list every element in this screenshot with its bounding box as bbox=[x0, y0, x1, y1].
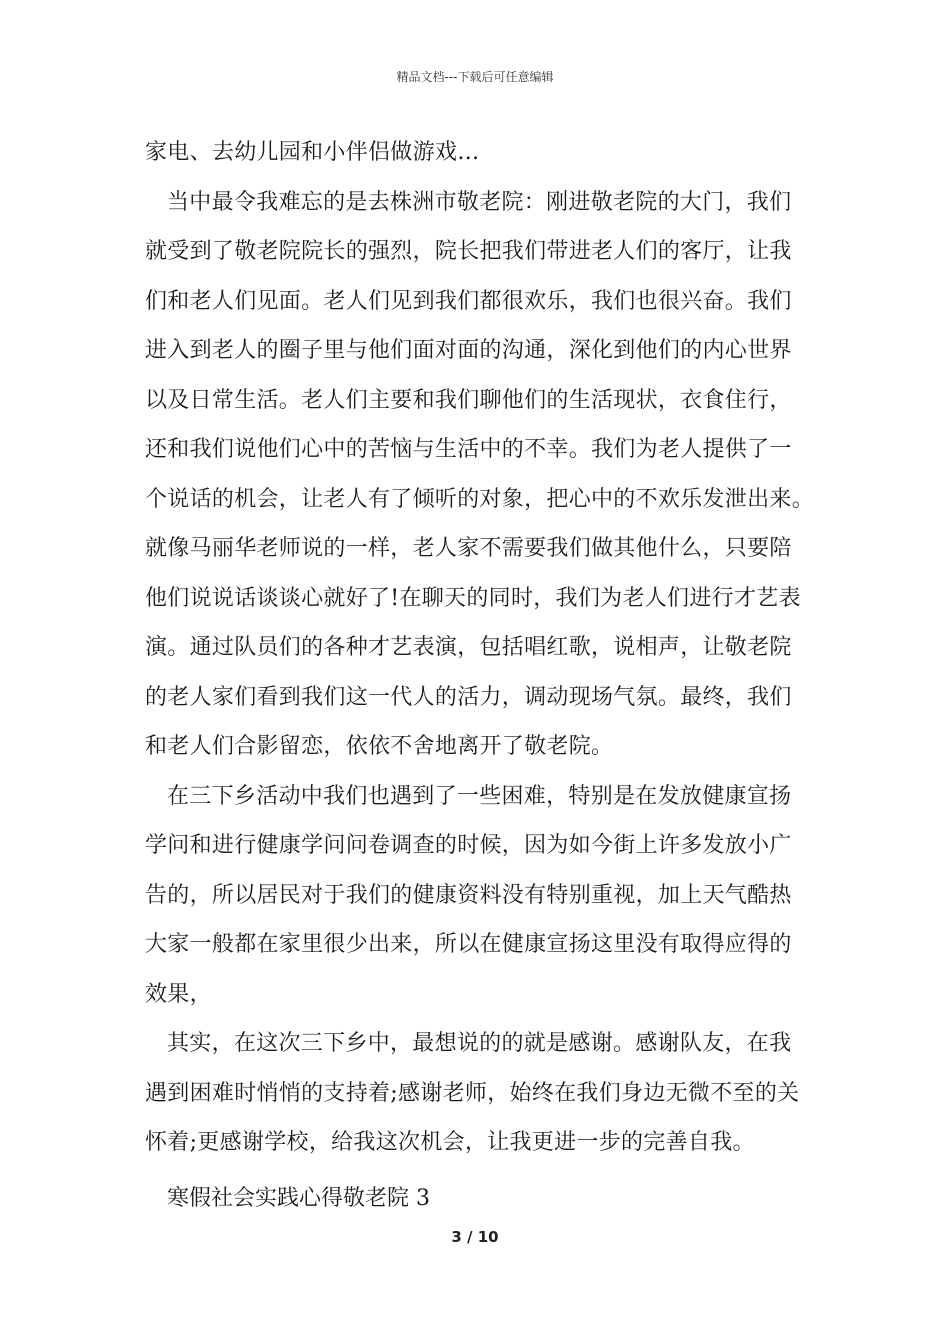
text-line: 就受到了敬老院院长的强烈，院长把我们带进老人们的客厅，让我 bbox=[145, 239, 792, 264]
page-number: 3 / 10 bbox=[451, 1228, 499, 1246]
text-line: 演。通过队员们的各种才艺表演，包括唱红歌，说相声，让敬老院 bbox=[145, 635, 792, 660]
text-line: 的老人家们看到我们这一代人的活力，调动现场气氛。最终，我们 bbox=[145, 684, 792, 710]
text-line: 还和我们说他们心中的苦恼与生活中的不幸。我们为老人提供了一 bbox=[145, 437, 792, 462]
text-line: 其实，在这次三下乡中，最想说的的就是感谢。感谢队友，在我 bbox=[167, 1031, 792, 1056]
section-title: 寒假社会实践心得敬老院 3 bbox=[167, 1185, 430, 1211]
text-line: 遇到困难时悄悄的支持着;感谢老师，始终在我们身边无微不至的关 bbox=[145, 1080, 800, 1106]
document-body bbox=[145, 128, 825, 1223]
text-line: 告的，所以居民对于我们的健康资料没有特别重视，加上天气酷热 bbox=[145, 882, 792, 908]
paragraph-container bbox=[145, 128, 825, 1168]
text-line: 和老人们合影留恋，依依不舍地离开了敬老院。 bbox=[145, 734, 614, 759]
text-line: 大家一般都在家里很少出来，所以在健康宣扬这里没有取得应得的 bbox=[145, 932, 792, 957]
paragraph bbox=[145, 178, 825, 772]
paragraph bbox=[145, 128, 825, 178]
text-line: 以及日常生活。老人们主要和我们聊他们的生活现状，衣食住行， bbox=[145, 387, 792, 413]
text-line: 学问和进行健康学问问卷调查的时候，因为如今街上许多发放小广 bbox=[145, 833, 792, 858]
text-line: 他们说说话谈谈心就好了!在聊天的同时，我们为老人们进行才艺表 bbox=[145, 585, 801, 611]
text-line: 在三下乡活动中我们也遇到了一些困难，特别是在发放健康宣扬 bbox=[167, 783, 792, 809]
text-line: 效果， bbox=[145, 981, 212, 1007]
text-line: 个说话的机会，让老人有了倾听的对象，把心中的不欢乐发泄出来。 bbox=[145, 486, 815, 512]
paragraph bbox=[145, 772, 825, 1020]
page-header: 精品文档---下载后可任意编辑 bbox=[396, 70, 554, 84]
text-line: 们和老人们见面。老人们见到我们都很欢乐，我们也很兴奋。我们 bbox=[145, 288, 792, 314]
text-line: 进入到老人的圈子里与他们面对面的沟通，深化到他们的内心世界 bbox=[145, 338, 792, 363]
paragraph bbox=[145, 1019, 825, 1168]
text-line: 家电、去幼儿园和小伴侣做游戏… bbox=[145, 140, 480, 165]
text-line: 当中最令我难忘的是去株洲市敬老院：刚进敬老院的大门，我们 bbox=[167, 189, 792, 215]
text-line: 就像马丽华老师说的一样，老人家不需要我们做其他什么，只要陪 bbox=[145, 536, 792, 561]
text-line: 怀着;更感谢学校，给我这次机会，让我更进一步的完善自我。 bbox=[145, 1130, 755, 1155]
